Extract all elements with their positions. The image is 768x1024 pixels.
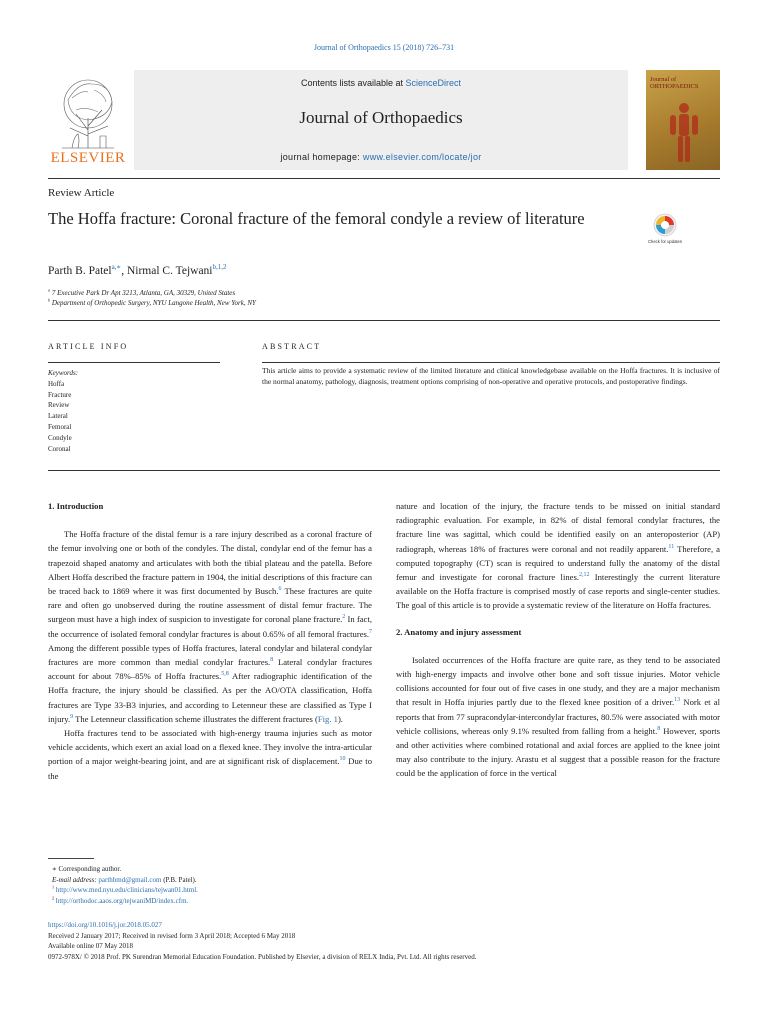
keyword: Hoffa [48,379,65,388]
journal-citation[interactable]: Journal of Orthopaedics 15 (2018) 726–731 [313,43,455,52]
article-title: The Hoffa fracture: Coronal fracture of the femoral condyle a review of literature [48,209,585,228]
reference-link[interactable]: 6 [278,586,282,593]
reference-link[interactable]: 9 [70,713,74,720]
keyword: Lateral [48,412,68,421]
journal-homepage [134,152,628,162]
affiliation-item [48,298,256,308]
body-column-right [396,499,720,781]
journal-masthead [48,70,720,174]
journal-name: Journal of Orthopaedics [299,108,463,127]
reference-link[interactable]: 7 [369,628,372,635]
author-affiliation-mark[interactable]: a,∗ [111,263,122,271]
reference-link[interactable]: 13 [674,697,681,704]
article-type: Review Article [48,187,115,199]
affiliation-mark: a [48,287,51,293]
footnotes [52,864,198,906]
received-dates: Received 2 January 2017; Received in revised form 3 April 2018; Accepted 6 May 2018 [48,931,296,940]
article-info-heading: ARTICLE INFO [48,342,129,351]
affiliation-mark: b [48,297,51,303]
abstract-bottom-rule [48,470,720,471]
email-label: E-mail address: [52,875,99,884]
reference-link[interactable]: 8 [657,725,661,732]
affiliation-item [48,288,256,298]
doi-link[interactable]: https://doi.org/10.1016/j.jor.2018.05.027 [48,921,162,929]
keyword: Fracture [48,390,72,399]
reference-link[interactable]: 5,8 [221,671,229,678]
crossmark-label: Check for updates [648,239,682,244]
author-email-link[interactable]: parthbmd@gmail.com [98,875,162,884]
figure-link[interactable]: Fig. 1 [317,713,338,724]
keyword: Condyle [48,433,72,442]
paragraph: The Hoffa fracture of the distal femur is a rare injury described as a coronal fracture of the femur involving one or both of the condyles. The distal, condylar end of the femur has a trapezoid shaped anatomy and articulates with both the tibial plateau and the patella. Before Albert Hoffa described the fracture pattern in 1904, the initial descriptions of this fracture can be traced back to 1869 where it was first documented by Busch.$^6$ These fractures are quite rare and often go unobserved during the routine assessment of distal femur fracture. The surgeon must have a high index of suspicion to investigate for coronal plane fracture.$^2$ In fact, the occurrence of isolated femoral condylar fractures is about 0.65% of all femoral fractures.$^7$ Among the different possible types of Hoffa fractures, lateral condylar and bilateral condylar fractures are more common than medial condylar fractures.$^8$ Lateral condylar fractures account for about 78%–85% of Hoffa fractures.$^{5,8}$ After radiographic identification of the Hoffa fracture, the injury should be classified. As per the AO/OTA classification, Hoffa fractures are Type 33-B3 injuries, and according to Letenneur these are classified as Type I injury.$^9$ The Letenneur classification scheme illustrates the different fractures (Fig. 1). [48,529,372,724]
section-heading: 2. Anatomy and injury assessment [396,626,522,637]
affiliation-text: Department of Orthopedic Surgery, NYU Langone Health, New York, NY [51,299,256,307]
paragraph: nature and location of the injury, the fracture tends to be missed on initial standard radiographic evaluation. For example, in 82% of distal femoral condylar fractures, the fracture line was sagittal, which could be identified easily on an anteroposterior (AP) radiograph, whereas 18% of fractures were coronal and not readily apparent.$^{11}$ Therefore, a computed topography (CT) scan is required to understand fully the anatomy of the distal femur and investigate for coronal fracture lines.$^{2,12}$ Interestingly the current literature available on the Hoffa fracture is comprised mostly of case reports and single-center studies. The goal of this article is to provide a systematic review of the literature on Hoffa fractures. [396,501,721,611]
email-line [52,875,198,886]
keywords-block [48,368,78,454]
author-name: Parth B. Patel [48,264,112,277]
cover-skeleton-figure [664,100,704,164]
paragraph: Hoffa fractures tend to be associated with high-energy trauma injuries such as motor vehicle accidents, which exert an axial load on a flexed knee. They involve the intra-articular portion of a major weight-bearing joint, and are at significant risk of displacement.$^{10}$ Due to the [48,728,372,781]
footnote-item [52,896,198,907]
abstract-text: This article aims to provide a systematic review of the limited literature and clinical knowledgebase available on the Hoffa fractures. It is inclusive of the normal anatomy, pathology, diagnosis, treatment options comprising of non-operative and operative protocols, and postoperative findings. [262,366,720,386]
affiliations [48,288,256,308]
paragraph: Isolated occurrences of the Hoffa fracture are quite rare, as they tend to be associated with high-energy impacts and involve other bone and soft tissue injuries. Motor vehicle collisions accounted for four out of five cases in one study, and they are a major mechanism that result in Hoffa injuries partly due to the flexed knee position of a driver.$^{13}$ Nork et al reports that from 77 supracondylar-intercondylar fractures, 80.5% were associated with motor vehicle collisions, whereas only 9.1% resulted from falling from a height.$^8$ However, sports and other activities where combined rotational and axial forces are applied to the knee joint may also contribute to the injury. Arastu et al suggest that a possible reason for the fracture could be the application of force in the vertical [396,654,720,779]
elsevier-wordmark[interactable]: ELSEVIER [50,150,126,166]
footnote-item [52,885,198,896]
keyword: Femoral [48,422,72,431]
copyright-notice: 0972-978X/ © 2018 Prof. PK Surendran Memorial Education Foundation. Published by Elsevier, a division of RELX India, Pvt. Ltd. All rights reserved. [48,952,477,961]
journal-cover-thumbnail[interactable] [646,70,720,170]
homepage-prefix: journal homepage: [280,152,363,162]
keyword: Coronal [48,444,71,453]
footnote-rule [48,858,94,859]
header-rule [48,178,720,179]
abstract-rule [262,362,720,363]
reference-link[interactable]: 2,12 [578,572,590,579]
author-affiliation-mark[interactable]: b,1,2 [212,263,227,271]
online-date: Available online 07 May 2018 [48,942,134,950]
contents-prefix: Contents lists available at [300,78,406,88]
homepage-link[interactable]: www.elsevier.com/locate/jor [362,152,482,162]
section-rule [48,320,720,321]
reference-link[interactable]: 2 [342,614,346,621]
author-list [48,263,227,277]
keywords-label: Keywords: [48,369,79,377]
section-heading: 1. Introduction [48,501,104,511]
publication-info [48,920,477,962]
masthead-center-panel [134,70,628,170]
body-column-left [48,499,372,783]
author-name: Nirmal C. Tejwani [126,264,213,277]
keyword: Review [48,401,70,410]
reference-link[interactable]: 10 [339,756,346,763]
abstract-heading: ABSTRACT [262,342,322,351]
corresponding-author-note: ∗ Corresponding author. [52,865,122,873]
author-separator: , [121,264,127,277]
article-info-rule [48,362,220,363]
footnote-mark: 1 [52,884,55,890]
footnote-mark: 2 [52,895,55,901]
sciencedirect-link[interactable]: ScienceDirect [405,78,462,88]
contents-line [134,78,628,88]
reference-link[interactable]: 8 [270,657,274,664]
footnote-link[interactable]: http://orthodoc.aaos.org/tejwaniMD/index.cfm. [55,896,189,905]
affiliation-text: 7 Executive Park Dr Apt 3213, Atlanta, GA, 30329, United States [51,289,236,297]
footnote-link[interactable]: http://www.med.nyu.edu/clinicians/tejwan01.html. [55,886,198,894]
check-for-updates-icon[interactable] [650,212,680,252]
cover-title: Journal of ORTHOPAEDICS [650,76,699,90]
reference-link[interactable]: 11 [668,543,675,550]
email-suffix: (P.B. Patel). [161,875,197,884]
